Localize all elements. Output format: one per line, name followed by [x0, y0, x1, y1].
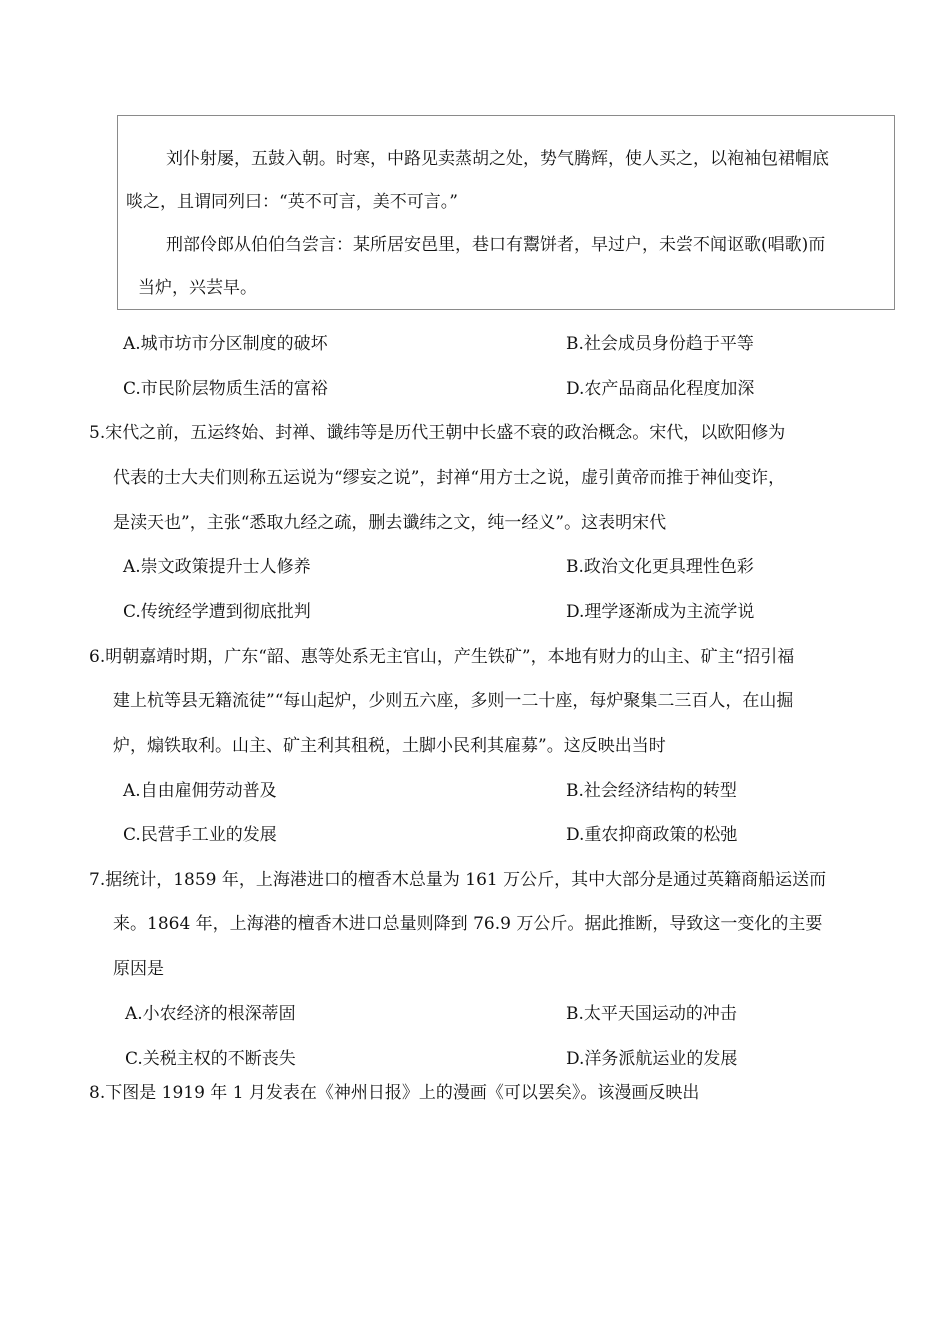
q6-stem-line1: 6.明朝嘉靖时期，广东“韶、惠等处系无主官山，产生铁矿”，本地有财力的山主、矿主“招引福	[89, 647, 795, 667]
q5-option-a[interactable]: A.崇文政策提升士人修养	[123, 557, 311, 577]
q6-stem-line3: 炉，煽铁取利。山主、矿主利其租税，土脚小民利其雇募”。这反映出当时	[113, 736, 666, 756]
q7-option-d[interactable]: D.洋务派航运业的发展	[566, 1049, 738, 1069]
q7-option-c[interactable]: C.关税主权的不断丧失	[125, 1049, 296, 1069]
q5-option-b[interactable]: B.政治文化更具理性色彩	[566, 557, 754, 577]
q6-option-b[interactable]: B.社会经济结构的转型	[566, 781, 737, 801]
material-p1-line1: 刘仆射屡，五鼓入朝。时寒，中路见卖蒸胡之处，势气腾辉，使人买之，以袍袖包裙帽底	[166, 149, 829, 169]
material-p2-line1: 刑部伶郎从伯伯刍尝言：某所居安邑里，巷口有鬻饼者，早过户，未尝不闻讴歌(唱歌)而	[166, 235, 826, 255]
q7-stem-line1: 7.据统计，1859 年，上海港进口的檀香木总量为 161 万公斤，其中大部分是通过英籍商船运送而	[89, 870, 827, 890]
material-p2-line2: 当炉，兴芸早。	[138, 278, 257, 298]
q6-option-d[interactable]: D.重农抑商政策的松弛	[566, 825, 738, 845]
q5-option-d[interactable]: D.理学逐渐成为主流学说	[566, 602, 755, 622]
material-quote-box	[117, 115, 895, 310]
q7-stem-line2: 来。1864 年，上海港的檀香木进口总量则降到 76.9 万公斤。据此推断，导致这一变化的主要	[113, 914, 823, 934]
q6-stem-line2: 建上杭等县无籍流徒”“每山起炉，少则五六座，多则一二十座，每炉聚集二三百人，在山掘	[113, 691, 794, 711]
q4-option-d[interactable]: D.农产品商品化程度加深	[566, 379, 755, 399]
q5-option-c[interactable]: C.传统经学遭到彻底批判	[123, 602, 311, 622]
material-p1-line2: 啖之，且谓同列曰：“英不可言，美不可言。”	[126, 192, 458, 212]
q8-stem-line1: 8.下图是 1919 年 1 月发表在《神州日报》上的漫画《可以罢矣》。该漫画反映出	[89, 1083, 700, 1103]
q7-stem-line3: 原因是	[113, 959, 164, 979]
q5-stem-line2: 代表的士大夫们则称五运说为“缪妄之说”，封禅“用方士之说，虚引黄帝而推于神仙变诈，	[113, 468, 786, 488]
q4-option-c[interactable]: C.市民阶层物质生活的富裕	[123, 379, 328, 399]
q6-option-a[interactable]: A.自由雇佣劳动普及	[123, 781, 277, 801]
q5-stem-line3: 是渎天也”，主张“悉取九经之疏，删去谶纬之文，纯一经义”。这表明宋代	[113, 513, 667, 533]
q7-option-b[interactable]: B.太平天国运动的冲击	[566, 1004, 737, 1024]
q4-option-a[interactable]: A.城市坊市分区制度的破坏	[123, 334, 328, 354]
q6-option-c[interactable]: C.民营手工业的发展	[123, 825, 277, 845]
q4-option-b[interactable]: B.社会成员身份趋于平等	[566, 334, 754, 354]
q5-stem-line1: 5.宋代之前，五运终始、封禅、谶纬等是历代王朝中长盛不衰的政治概念。宋代，以欧阳修为	[89, 423, 786, 443]
q7-option-a[interactable]: A.小农经济的根深蒂固	[125, 1004, 296, 1024]
